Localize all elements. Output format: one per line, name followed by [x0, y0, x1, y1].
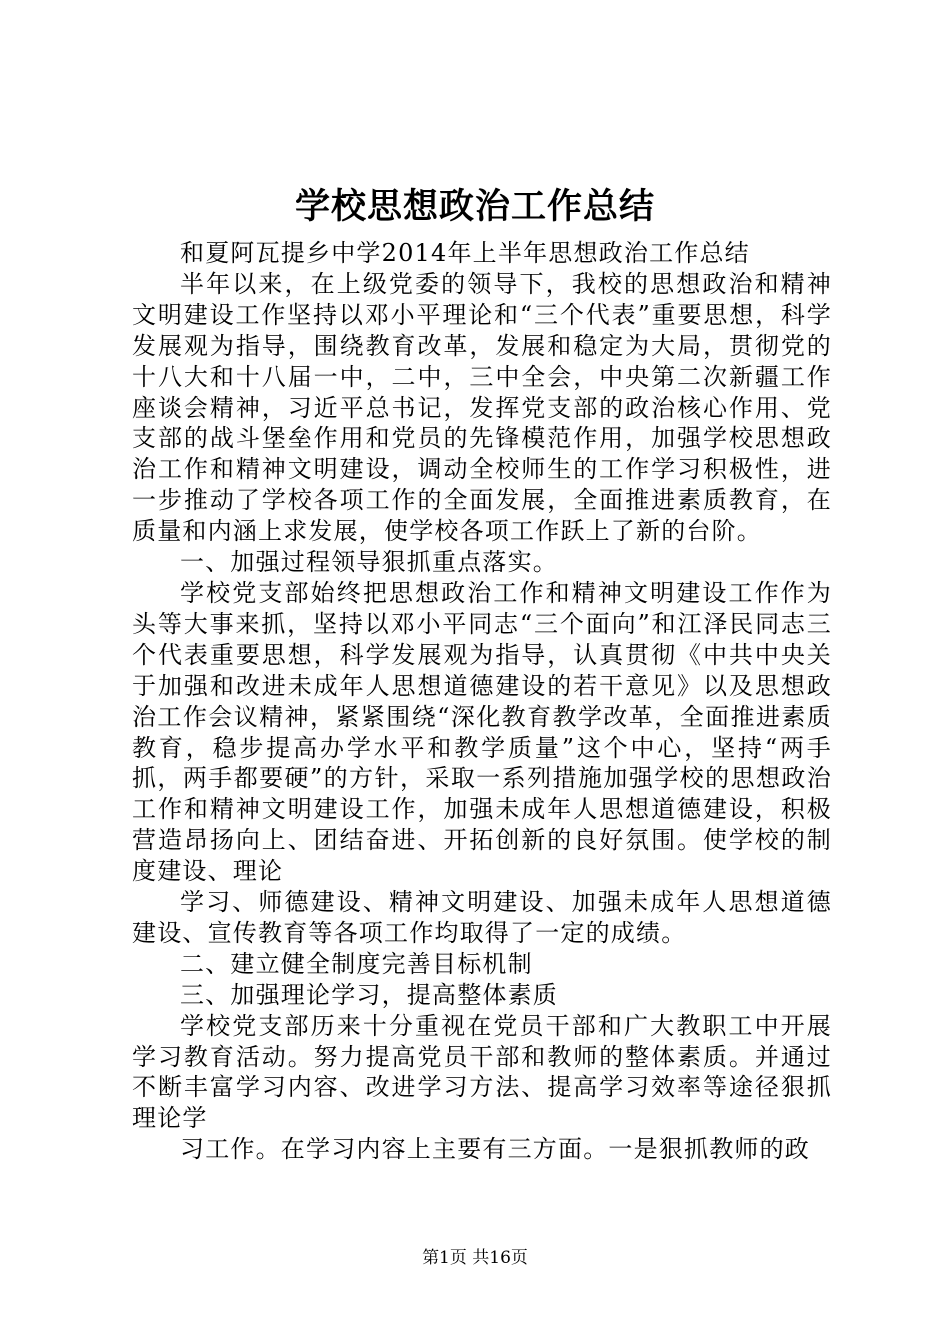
paragraph: 学习、师德建设、精神文明建设、加强未成年人思想道德建设、宣传教育等各项工作均取得了一定的成绩。 — [132, 888, 832, 947]
document-subtitle: 和夏阿瓦提乡中学2014年上半年思想政治工作总结 — [180, 239, 750, 267]
paragraph: 学校党支部始终把思想政治工作和精神文明建设工作作为头等大事来抓，坚持以邓小平同志“三个面向”和江泽民同志三个代表重要思想，科学发展观为指导，认真贯彻《中共中央关于加强和改进未成年人思想道德建设的若干意见》以及思想政治工作会议精神，紧紧围绕“深化教育教学改革，全面推进素质教育，稳步提高办学水平和教学质量”这个中心，坚持“两手抓，两手都要硬”的方针，采取一系列措施加强学校的思想政治工作和精神文明建设工作，加强未成年人思想道德建设，积极营造昂扬向上、团结奋进、开拓创新的良好氛围。使学校的制度建设、理论 — [132, 578, 832, 886]
section-heading: 三、加强理论学习，提高整体素质 — [180, 980, 558, 1009]
page-footer — [0, 1246, 950, 1270]
document-body — [132, 238, 832, 1165]
section-heading: 一、加强过程领导狠抓重点落实。 — [180, 548, 558, 577]
document-title: 学校思想政治工作总结 — [294, 186, 655, 227]
paragraph: 学校党支部历来十分重视在党员干部和广大教职工中开展学习教育活动。努力提高党员干部和教师的整体素质。并通过不断丰富学习内容、改进学习方法、提高学习效率等途径狠抓理论学 — [132, 1011, 832, 1133]
section-heading: 二、建立健全制度完善目标机制 — [180, 949, 533, 978]
paragraph: 半年以来，在上级党委的领导下，我校的思想政治和精神文明建设工作坚持以邓小平理论和“三个代表”重要思想，科学发展观为指导，围绕教育改革，发展和稳定为大局，贯彻党的十八大和十八届一中，二中，三中全会，中央第二次新疆工作座谈会精神，习近平总书记，发挥党支部的政治核心作用、党支部的战斗堡垒作用和党员的先锋模范作用，加强学校思想政治工作和精神文明建设，调动全校师生的工作学习积极性，进一步推动了学校各项工作的全面发展，全面推进素质教育，在质量和内涵上求发展，使学校各项工作跃上了新的台阶。 — [132, 269, 832, 546]
paragraph: 习工作。在学习内容上主要有三方面。一是狠抓教师的政 — [180, 1135, 810, 1164]
page-number: 第1页 共16页 — [422, 1248, 528, 1268]
